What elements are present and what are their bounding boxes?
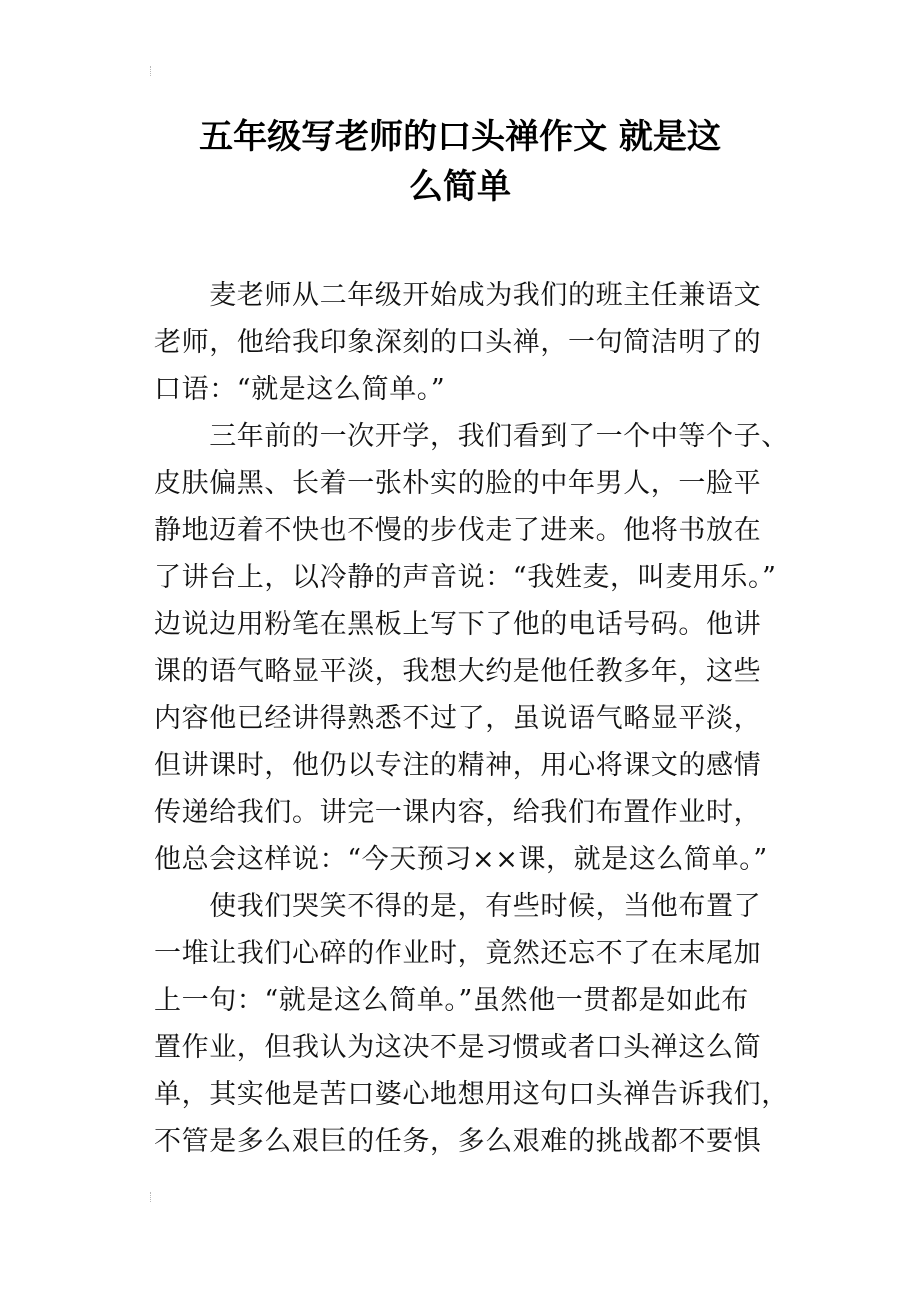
title-line-1: 五年级写老师的口头禅作文 就是这 bbox=[199, 117, 721, 157]
bottom-corner-mark bbox=[150, 1192, 157, 1202]
text-line: 口语：“就是这么简单。” bbox=[154, 374, 446, 405]
text-line: 他总会这样说：“今天预习××课，就是这么简单。” bbox=[154, 844, 768, 875]
article-body bbox=[154, 272, 789, 1165]
top-corner-mark bbox=[150, 66, 157, 76]
text-line: 但讲课时，他仍以专注的精神，用心将课文的感情 bbox=[154, 750, 762, 781]
text-line: 课的语气略显平淡，我想大约是他任教多年，这些 bbox=[154, 656, 762, 687]
text-line: 边说边用粉笔在黑板上写下了他的电话号码。他讲 bbox=[154, 609, 762, 640]
title-line-2: 么简单 bbox=[409, 167, 511, 207]
document-title bbox=[150, 112, 770, 212]
text-line: 单，其实他是苦口婆心地想用这句口头禅告诉我们， bbox=[154, 1079, 789, 1110]
text-line: 三年前的一次开学，我们看到了一个中等个子、 bbox=[154, 421, 789, 452]
text-line: 老师，他给我印象深刻的口头禅，一句简洁明了的 bbox=[154, 327, 762, 358]
text-line: 传递给我们。讲完一课内容，给我们布置作业时， bbox=[154, 797, 762, 828]
text-line: 静地迈着不快也不慢的步伐走了进来。他将书放在 bbox=[154, 515, 762, 546]
text-line: 皮肤偏黑、长着一张朴实的脸的中年男人，一脸平 bbox=[154, 468, 762, 499]
text-line: 内容他已经讲得熟悉不过了，虽说语气略显平淡， bbox=[154, 703, 762, 734]
text-line: 了讲台上，以冷静的声音说：“我姓麦，叫麦用乐。” bbox=[154, 562, 777, 593]
text-line: 麦老师从二年级开始成为我们的班主任兼语文 bbox=[154, 280, 762, 311]
text-line: 不管是多么艰巨的任务，多么艰难的挑战都不要惧 bbox=[154, 1126, 762, 1157]
text-line: 一堆让我们心碎的作业时，竟然还忘不了在末尾加 bbox=[154, 938, 762, 969]
text-line: 上一句：“就是这么简单。”虽然他一贯都是如此布 bbox=[154, 985, 749, 1016]
text-line: 置作业，但我认为这决不是习惯或者口头禅这么简 bbox=[154, 1032, 762, 1063]
text-line: 使我们哭笑不得的是，有些时候，当他布置了 bbox=[154, 891, 762, 922]
